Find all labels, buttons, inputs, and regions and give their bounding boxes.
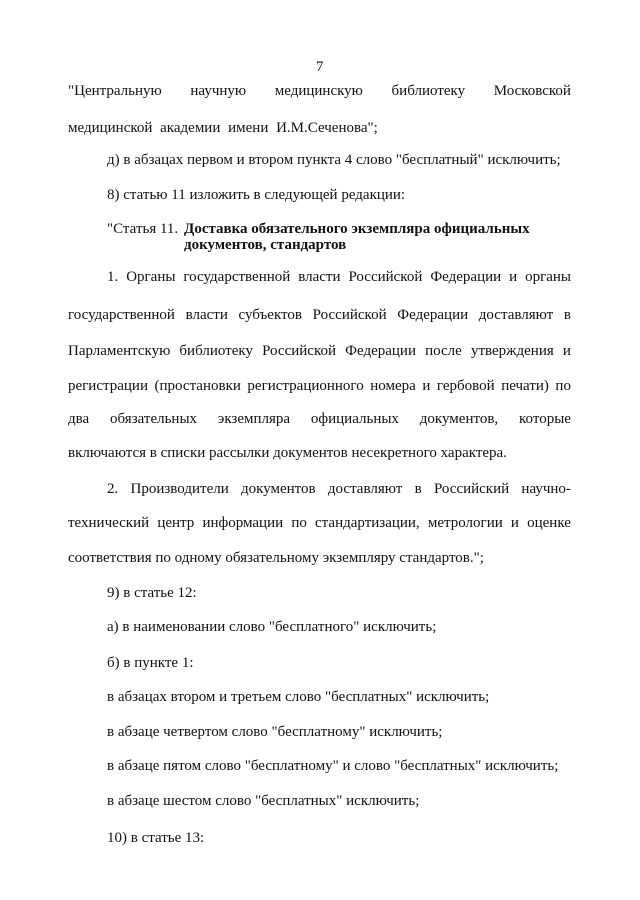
- text-line: 1. Органы государственной власти Российской Федерации и органы: [107, 269, 571, 285]
- text-line: государственной власти субъектов Российской Федерации доставляют в: [68, 307, 571, 323]
- text-line: 2. Производители документов доставляют в Российский научно-: [107, 481, 571, 497]
- article-title: Доставка обязательного экземпляра официальных: [184, 221, 530, 237]
- text-line: технический центр информации по стандартизации, метрологии и оценке: [68, 515, 571, 531]
- text-line: два обязательных экземпляра официальных документов, которые: [68, 411, 571, 427]
- text-line: в абзаце шестом слово "бесплатных" исключить;: [107, 793, 420, 809]
- text-line: 10) в статье 13:: [107, 830, 205, 846]
- text-line: 8) статью 11 изложить в следующей редакции:: [107, 187, 406, 203]
- text-line: "Центральную научную медицинскую библиотеку Московской: [68, 83, 571, 99]
- page-number: 7: [316, 59, 324, 75]
- text-line: соответствия по одному обязательному экземпляру стандартов.";: [68, 550, 484, 566]
- text-line: а) в наименовании слово "бесплатного" исключить;: [107, 619, 437, 635]
- text-line: в абзаце четвертом слово "бесплатному" исключить;: [107, 724, 443, 740]
- text-line: регистрации (простановки регистрационного номера и гербовой печати) по: [68, 378, 571, 394]
- text-line: в абзаце пятом слово "бесплатному" и слово "бесплатных" исключить;: [107, 758, 559, 774]
- text-line: 9) в статье 12:: [107, 585, 197, 601]
- text-line: Парламентскую библиотеку Российской Федерации после утверждения и: [68, 343, 571, 359]
- text-line: в абзацах втором и третьем слово "бесплатных" исключить;: [107, 689, 490, 705]
- text-line: включаются в списки рассылки документов несекретного характера.: [68, 445, 507, 461]
- text-line: б) в пункте 1:: [107, 655, 194, 671]
- text-line: медицинской академии имени И.М.Сеченова";: [68, 120, 378, 136]
- article-title: документов, стандартов: [184, 237, 347, 253]
- text-line: д) в абзацах первом и втором пункта 4 слово "бесплатный" исключить;: [107, 152, 561, 168]
- article-prefix: "Статья 11.: [107, 221, 179, 237]
